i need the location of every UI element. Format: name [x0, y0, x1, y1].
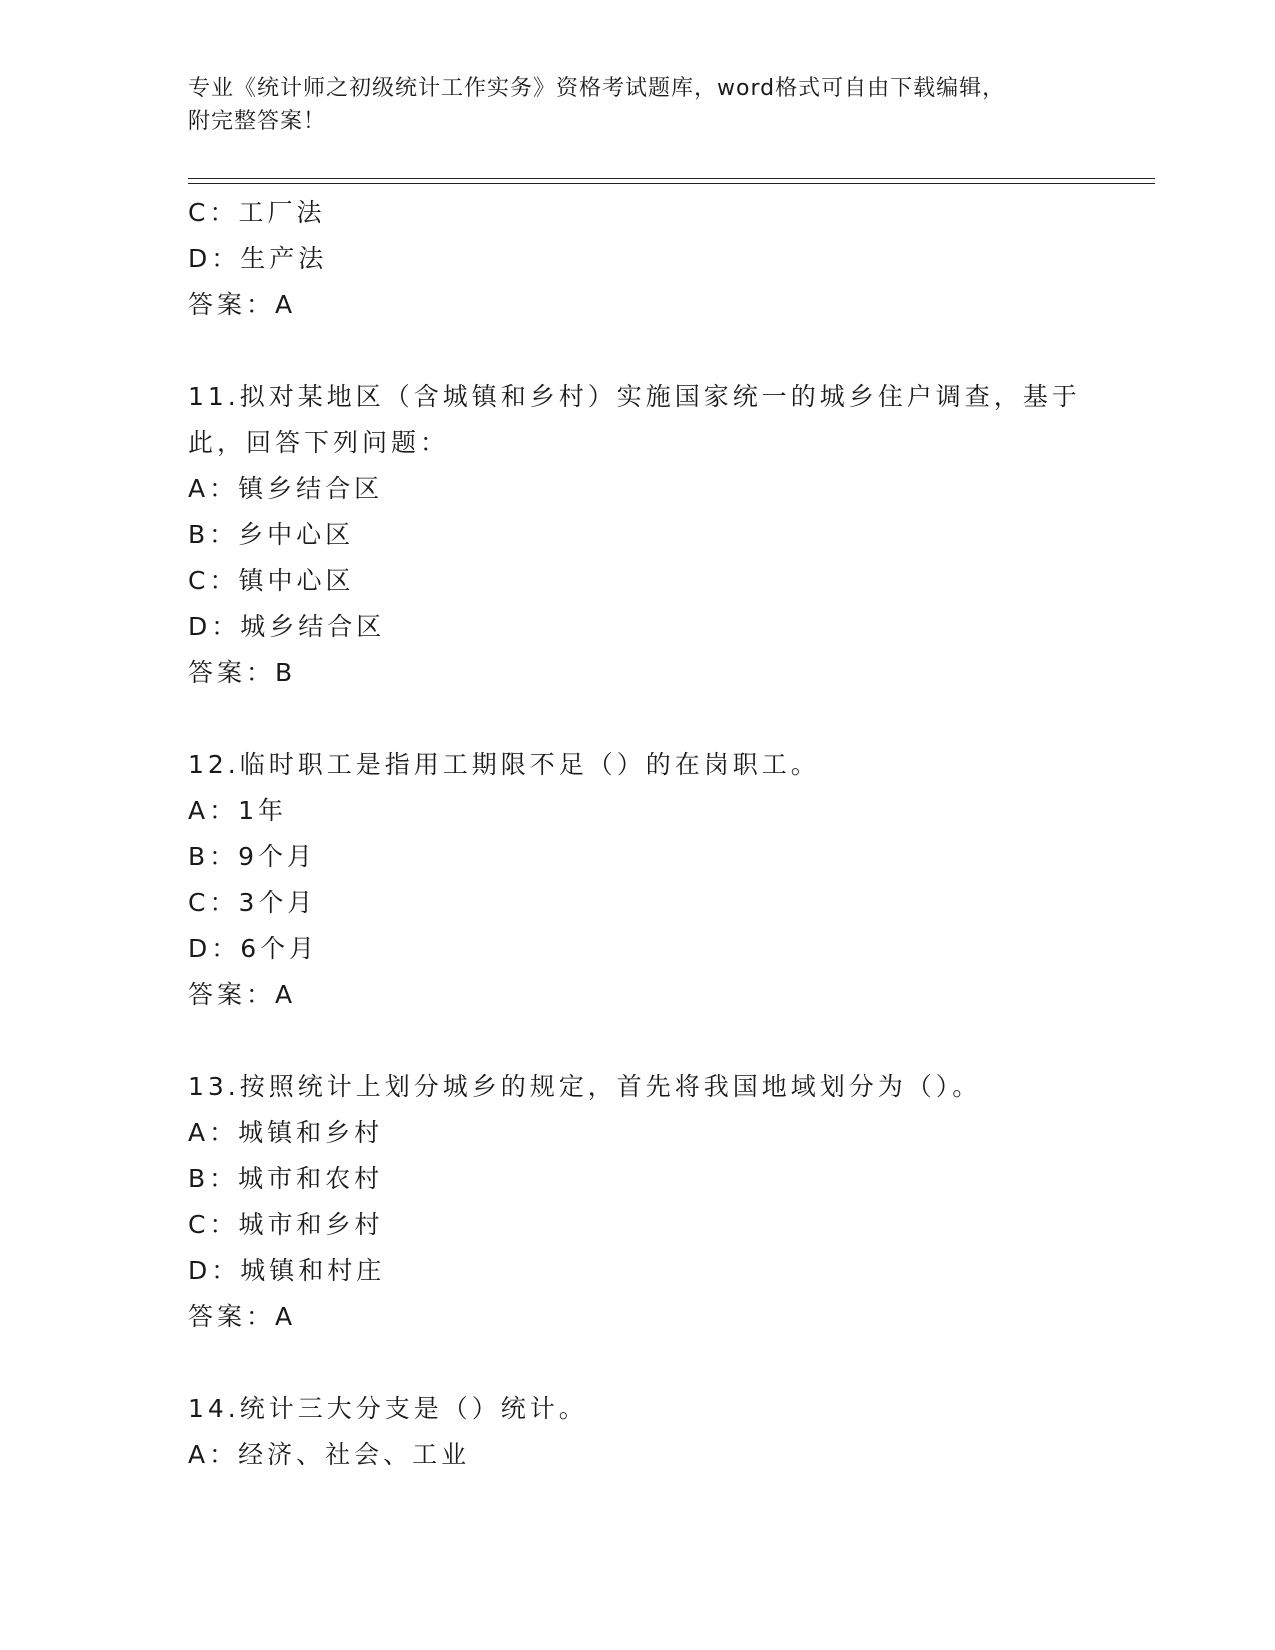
- option-b: B：9个月: [188, 842, 317, 871]
- option-a: A：镇乡结合区: [188, 474, 384, 503]
- option-d: D：生产法: [188, 244, 328, 273]
- option-d: D：城镇和村庄: [188, 1256, 386, 1285]
- option-c: C：工厂法: [188, 198, 326, 227]
- option-a: A：城镇和乡村: [188, 1118, 384, 1147]
- header-line-2: 附完整答案！: [188, 109, 327, 134]
- question-stem: 14.统计三大分支是（）统计。: [188, 1394, 588, 1423]
- option-c: C：镇中心区: [188, 566, 355, 595]
- spacer: [188, 1018, 1138, 1064]
- spacer: [188, 1340, 1138, 1386]
- option-d: D：6个月: [188, 934, 319, 963]
- question-stem: 12.临时职工是指用工期限不足（）的在岗职工。: [188, 750, 820, 779]
- option-a: A：1年: [188, 796, 288, 825]
- question-body: [188, 190, 1138, 1478]
- header-divider-bottom: [188, 183, 1155, 184]
- option-c: C：3个月: [188, 888, 317, 917]
- question-stem-continued: 此，回答下列问题：: [188, 428, 450, 457]
- option-a: A：经济、社会、工业: [188, 1440, 471, 1469]
- answer-line: 答案：A: [188, 1302, 297, 1331]
- spacer: [188, 328, 1138, 374]
- option-c: C：城市和乡村: [188, 1210, 384, 1239]
- header-divider-top: [188, 178, 1155, 179]
- answer-line: 答案：B: [188, 658, 297, 687]
- question-stem: 11.拟对某地区（含城镇和乡村）实施国家统一的城乡住户调查，基于: [188, 382, 1081, 411]
- document-header: [188, 72, 1088, 138]
- option-d: D：城乡结合区: [188, 612, 386, 641]
- header-line-1: 专业《统计师之初级统计工作实务》资格考试题库，word格式可自由下载编辑，: [188, 76, 1006, 101]
- spacer: [188, 696, 1138, 742]
- question-stem: 13.按照统计上划分城乡的规定，首先将我国地域划分为（）。: [188, 1072, 982, 1101]
- option-b: B：城市和农村: [188, 1164, 384, 1193]
- answer-line: 答案：A: [188, 980, 297, 1009]
- answer-line: 答案：A: [188, 290, 297, 319]
- option-b: B：乡中心区: [188, 520, 355, 549]
